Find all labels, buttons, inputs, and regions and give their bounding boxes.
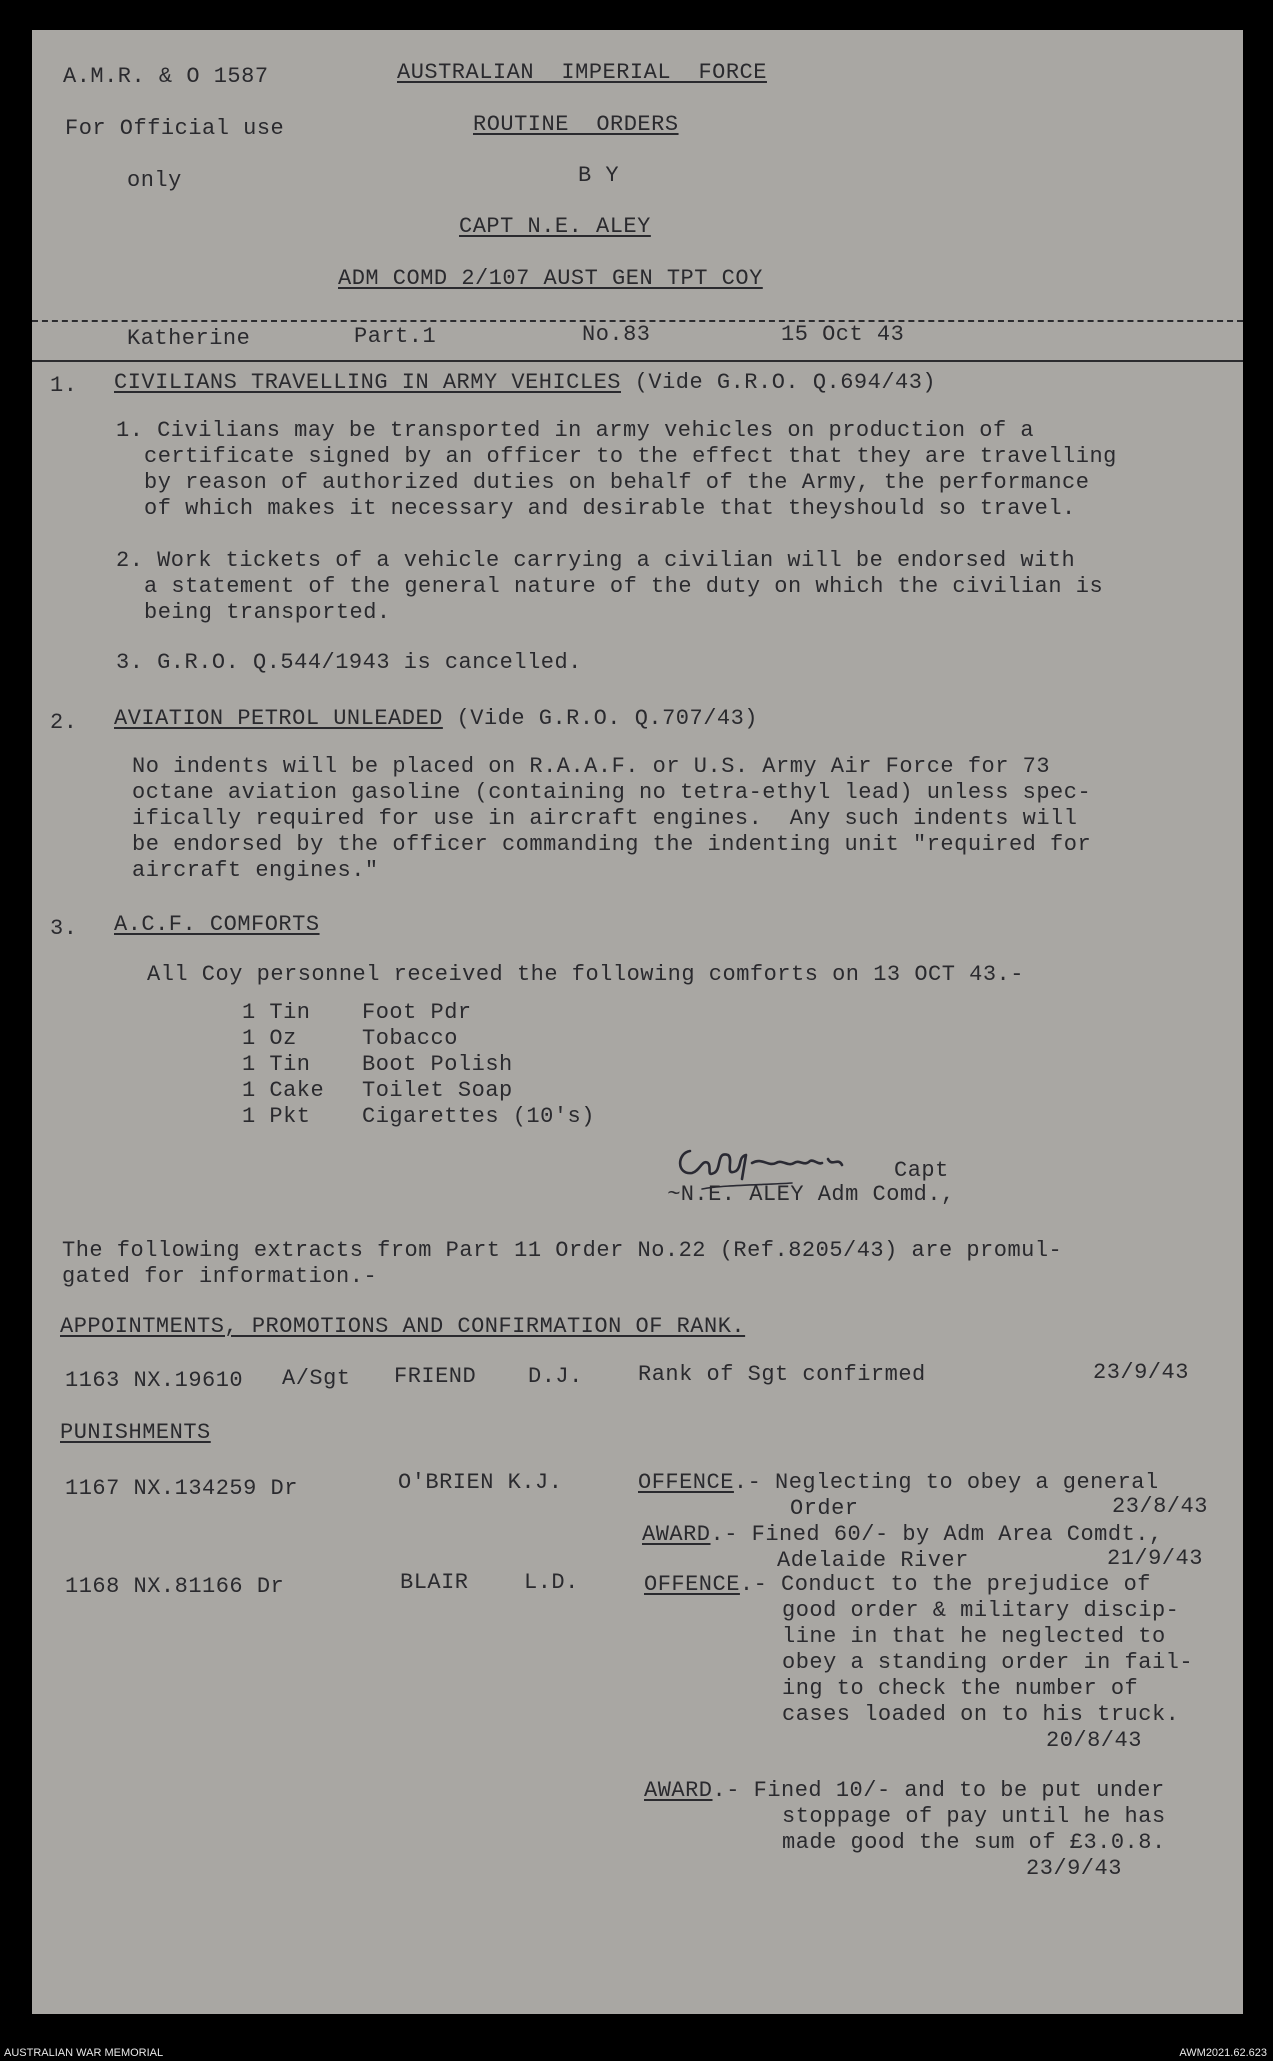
- comfort-item-qty: 1 Cake: [242, 1078, 325, 1103]
- section-2-line-3: ifically required for use in aircraft engines. Any such indents will: [132, 806, 1078, 831]
- offence-label: OFFENCE: [644, 1572, 740, 1597]
- section-1-heading-line: [114, 370, 936, 396]
- punishment-2-offence-line: good order & military discip-: [782, 1598, 1180, 1623]
- appointments-heading: APPOINTMENTS, PROMOTIONS AND CONFIRMATION OF RANK.: [60, 1314, 746, 1339]
- section-3-heading: A.C.F. COMFORTS: [114, 912, 320, 937]
- punishments-heading: PUNISHMENTS: [60, 1420, 211, 1445]
- extracts-line-2: gated for information.-: [62, 1264, 378, 1289]
- punishment-2-award-line: stoppage of pay until he has: [782, 1804, 1166, 1829]
- header-divider-bottom: [32, 360, 1243, 362]
- punishment-1-service-number: 1167 NX.134259 Dr: [65, 1476, 298, 1501]
- punishment-1-offence-line-1: Neglecting to obey a general: [775, 1470, 1159, 1495]
- section-2-line-5: aircraft engines.": [132, 858, 379, 883]
- by-line: B Y: [578, 163, 620, 188]
- punishment-2-offence-date: 20/8/43: [1046, 1728, 1142, 1753]
- punishment-1-award-line-2: Adelaide River: [777, 1548, 969, 1573]
- punishment-1-award-row: [642, 1522, 1163, 1548]
- section-1-para-3: 3. G.R.O. Q.544/1943 is cancelled.: [116, 650, 582, 675]
- comfort-item-qty: 1 Oz: [242, 1026, 297, 1051]
- award-label: AWARD: [644, 1778, 713, 1803]
- signatory-name-text: N.E. ALEY Adm Comd.,: [680, 1182, 955, 1207]
- appointment-service-number: 1163 NX.19610: [65, 1368, 244, 1393]
- comfort-item-name: Foot Pdr: [362, 1000, 472, 1025]
- punishment-1-offence-line-2: Order: [790, 1496, 859, 1521]
- section-2-heading-line: [114, 706, 758, 732]
- punishment-1-award-date: 21/9/43: [1107, 1546, 1203, 1571]
- section-1-para-2-line-2: a statement of the general nature of the duty on which the civilian is: [144, 574, 1104, 599]
- section-2-line-1: No indents will be placed on R.A.A.F. or U.S. Army Air Force for 73: [132, 754, 1051, 779]
- section-1-para-1-line-2: certificate signed by an officer to the effect that they are travelling: [144, 444, 1117, 469]
- section-1-reference: (Vide G.R.O. Q.694/43): [620, 370, 937, 395]
- extracts-line-1: The following extracts from Part 11 Order No.22 (Ref.8205/43) are promul-: [62, 1238, 1063, 1263]
- appointment-detail: Rank of Sgt confirmed: [638, 1362, 926, 1387]
- appointment-surname: FRIEND: [394, 1364, 477, 1389]
- section-1-para-1-line-4: of which makes it necessary and desirable that theyshould so travel.: [144, 496, 1076, 521]
- signatory-name: ~N.E. ALEY Adm Comd.,: [667, 1182, 955, 1207]
- punishment-1-offence-date: 23/8/43: [1112, 1494, 1208, 1519]
- section-2-number: 2.: [50, 710, 78, 735]
- section-1-para-2-line-3: being transported.: [144, 600, 391, 625]
- punishment-2-surname: BLAIR: [400, 1570, 469, 1595]
- award-label: AWARD: [642, 1522, 711, 1547]
- punishment-2-service-number: 1168 NX.81166 Dr: [65, 1574, 285, 1599]
- reference-number: A.M.R. & O 1587: [63, 64, 269, 89]
- offence-label: OFFENCE: [638, 1470, 734, 1495]
- order-date: 15 Oct 43: [781, 322, 905, 347]
- award-suffix: .-: [712, 1778, 754, 1803]
- offence-suffix: .-: [739, 1572, 782, 1597]
- punishment-1-name: O'BRIEN K.J.: [398, 1470, 563, 1495]
- official-use-line-1: For Official use: [65, 116, 285, 141]
- issuing-unit: ADM COMD 2/107 AUST GEN TPT COY: [338, 266, 763, 291]
- part-number: Part.1: [354, 324, 437, 349]
- section-2-line-4: be endorsed by the officer commanding the indenting unit "required for: [132, 832, 1092, 857]
- punishment-1-award-line-1: Fined 60/- by Adm Area Comdt.,: [751, 1522, 1163, 1547]
- document-page: [32, 30, 1243, 2014]
- section-1-para-1-line-3: by reason of authorized duties on behalf of the Army, the performance: [144, 470, 1090, 495]
- comfort-item-qty: 1 Pkt: [242, 1104, 311, 1129]
- comfort-item-qty: 1 Tin: [242, 1000, 311, 1025]
- appointment-rank: A/Sgt: [282, 1366, 351, 1391]
- section-1-number: 1.: [50, 373, 78, 398]
- punishment-2-award-line-1: Fined 10/- and to be put under: [753, 1778, 1165, 1803]
- comfort-item-name: Tobacco: [362, 1026, 458, 1051]
- punishment-1-offence-row: [638, 1470, 1159, 1496]
- document-subtitle: ROUTINE ORDERS: [473, 112, 679, 137]
- comfort-item-qty: 1 Tin: [242, 1052, 311, 1077]
- punishment-2-offence-line: ing to check the number of: [782, 1676, 1139, 1701]
- punishment-2-initials: L.D.: [524, 1570, 579, 1595]
- section-2-reference: (Vide G.R.O. Q.707/43): [442, 706, 759, 731]
- location: Katherine: [127, 326, 251, 351]
- award-suffix: .-: [710, 1522, 752, 1547]
- order-number: No.83: [582, 322, 651, 347]
- section-3-number: 3.: [50, 916, 78, 941]
- section-2-heading: AVIATION PETROL UNLEADED: [114, 706, 443, 731]
- appointment-date: 23/9/43: [1093, 1360, 1189, 1385]
- comfort-item-name: Toilet Soap: [362, 1078, 513, 1103]
- punishment-2-offence-line: obey a standing order in fail-: [782, 1650, 1194, 1675]
- section-3-intro: All Coy personnel received the following comforts on 13 OCT 43.-: [147, 962, 1024, 987]
- punishment-2-offence-line: cases loaded on to his truck.: [782, 1702, 1180, 1727]
- punishment-2-award-date: 23/9/43: [1026, 1856, 1122, 1881]
- punishment-2-offence-row: [644, 1572, 1151, 1598]
- punishment-2-award-line: made good the sum of £3.0.8.: [782, 1830, 1166, 1855]
- archive-id: AWM2021.62.623: [1179, 2047, 1267, 2059]
- punishment-2-offence-line: line in that he neglected to: [782, 1624, 1166, 1649]
- punishment-2-award-row: [644, 1778, 1165, 1804]
- section-1-para-1-line-1: 1. Civilians may be transported in army vehicles on production of a: [116, 418, 1035, 443]
- comfort-item-name: Boot Polish: [362, 1052, 513, 1077]
- document-title: AUSTRALIAN IMPERIAL FORCE: [397, 60, 767, 85]
- punishment-2-offence-line-1: Conduct to the prejudice of: [781, 1572, 1151, 1597]
- comfort-item-name: Cigarettes (10's): [362, 1104, 595, 1129]
- section-1-heading: CIVILIANS TRAVELLING IN ARMY VEHICLES: [114, 370, 621, 395]
- offence-suffix: .-: [733, 1470, 776, 1495]
- appointment-initials: D.J.: [528, 1364, 583, 1389]
- official-use-line-2: only: [127, 168, 182, 193]
- issuing-officer: CAPT N.E. ALEY: [459, 214, 651, 239]
- archive-credit: AUSTRALIAN WAR MEMORIAL: [4, 2047, 164, 2059]
- section-2-line-2: octane aviation gasoline (containing no tetra-ethyl lead) unless spec-: [132, 780, 1092, 805]
- signatory-rank: Capt: [894, 1158, 949, 1183]
- section-1-para-2-line-1: 2. Work tickets of a vehicle carrying a civilian will be endorsed with: [116, 548, 1076, 573]
